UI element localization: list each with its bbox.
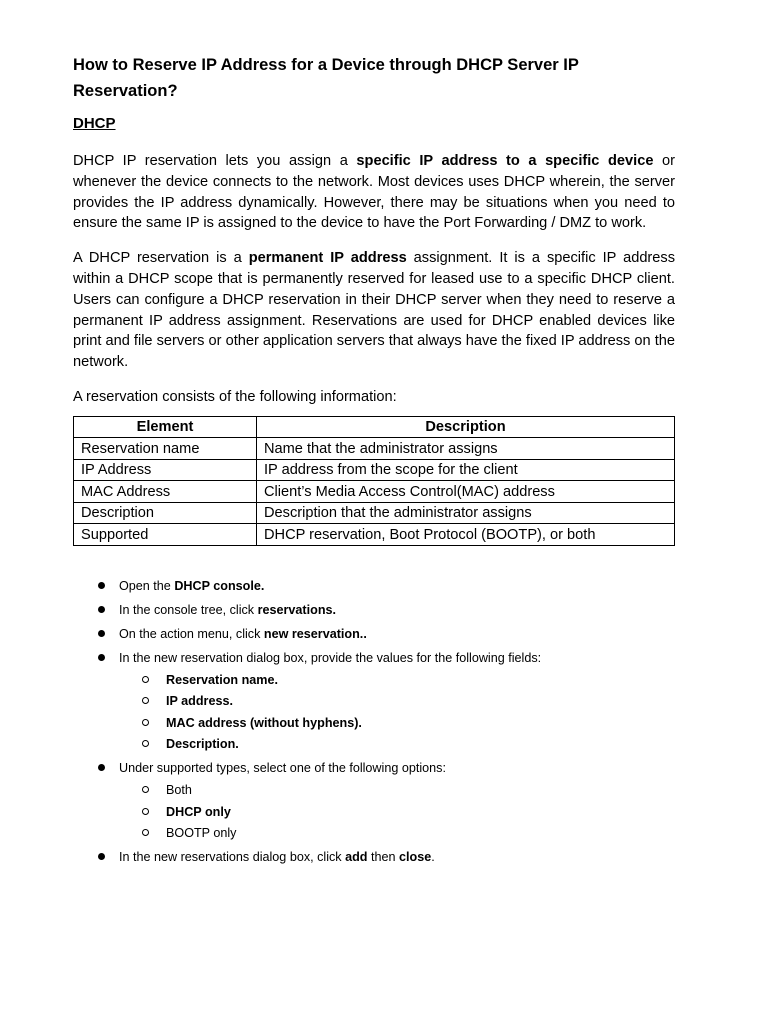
bullet-icon xyxy=(98,764,105,771)
paragraph-intro-text-c: or whenever the device connects to the network. Most devices uses DHCP wherein, the server provides the IP address dynamically. However, there may be situations when you need to ensure the same IP is assigned to the device to have the Port Forwarding / DMZ to work. xyxy=(73,153,675,232)
paragraph-intro-bold: specific IP address to a specific device xyxy=(356,153,654,169)
list-item xyxy=(141,693,675,709)
step-text: . xyxy=(363,626,367,641)
circle-bullet-icon xyxy=(142,786,149,793)
step-bold-text: reservations xyxy=(257,602,333,617)
table-cell-description: DHCP reservation, Boot Protocol (BOOTP), or both xyxy=(257,524,675,546)
table-cell-element: IP Address xyxy=(74,459,257,481)
step-text: On the action menu, click xyxy=(119,626,264,641)
field-name: IP address. xyxy=(166,694,233,709)
list-item xyxy=(98,849,675,865)
list-item xyxy=(141,782,675,798)
table-row xyxy=(74,502,675,524)
circle-bullet-icon xyxy=(142,808,149,815)
table-cell-description: Client’s Media Access Control(MAC) address xyxy=(257,481,675,503)
reservation-info-table xyxy=(73,416,675,546)
option-name: Both xyxy=(166,783,192,798)
circle-bullet-icon xyxy=(142,829,149,836)
table-cell-element: Supported xyxy=(74,524,257,546)
table-cell-element: Reservation name xyxy=(74,438,257,460)
table-cell-element: MAC Address xyxy=(74,481,257,503)
list-item xyxy=(141,804,675,820)
option-name: BOOTP only xyxy=(166,826,237,841)
step-bold-text: add xyxy=(345,850,368,865)
step-text: In the new reservation dialog box, provide the values for the following fields: xyxy=(119,650,542,665)
table-row xyxy=(74,459,675,481)
bullet-icon xyxy=(98,853,105,860)
field-name: Description. xyxy=(166,737,239,752)
step-text: . xyxy=(260,578,265,593)
list-item xyxy=(98,650,675,753)
step-text: . xyxy=(431,850,435,865)
list-item xyxy=(141,736,675,752)
circle-bullet-icon xyxy=(142,697,149,704)
table-row xyxy=(74,524,675,546)
table-header-description: Description xyxy=(257,416,675,438)
step-text: then xyxy=(367,850,400,865)
table-row xyxy=(74,438,675,460)
list-item xyxy=(98,760,675,841)
table-cell-description: IP address from the scope for the client xyxy=(257,459,675,481)
table-cell-description: Description that the administrator assigns xyxy=(257,502,675,524)
section-heading: DHCP xyxy=(73,115,116,132)
field-name: MAC address (without hyphens). xyxy=(166,715,362,730)
step-text: In the console tree, click xyxy=(119,602,258,617)
list-item xyxy=(98,578,675,594)
list-item xyxy=(141,715,675,731)
step-text: . xyxy=(332,602,337,617)
option-name: DHCP only xyxy=(166,804,231,819)
paragraph-definition-text-c: assignment. It is a specific IP address within a DHCP scope that is permanently reserved for leased use to a specific DHCP client. Users can configure a DHCP reservation in their DHCP server when they need to reserve a permanent IP address assignment. Reservations are used for DHCP enabled devices like print and file servers or other application servers that always have the fixed IP address on the network. xyxy=(73,250,676,371)
paragraph-intro xyxy=(73,151,675,234)
paragraph-definition-text-a: A DHCP reservation is a xyxy=(73,250,249,267)
circle-bullet-icon xyxy=(142,719,149,726)
step-text: In the new reservations dialog box, click xyxy=(119,850,346,865)
table-cell-description: Name that the administrator assigns xyxy=(257,438,675,460)
list-item xyxy=(141,672,675,688)
step-bold-text: DHCP console xyxy=(174,578,261,593)
steps-list xyxy=(73,578,675,866)
list-item xyxy=(98,602,675,618)
page-title: How to Reserve IP Address for a Device through DHCP Server IP Reservation? xyxy=(73,56,579,100)
paragraph-intro-text-a: DHCP IP reservation lets you assign a xyxy=(73,153,357,169)
list-item xyxy=(141,825,675,841)
options-sublist xyxy=(119,782,675,841)
table-header-element: Element xyxy=(74,416,257,438)
fields-sublist xyxy=(119,672,675,753)
table-cell-element: Description xyxy=(74,502,257,524)
table-header-row xyxy=(74,416,675,438)
paragraph-definition-bold: permanent IP address xyxy=(248,250,407,267)
bullet-icon xyxy=(98,606,105,613)
table-lead-text: A reservation consists of the following information: xyxy=(73,388,397,405)
step-text: Open the xyxy=(119,578,175,593)
step-bold-text: close xyxy=(399,850,432,865)
circle-bullet-icon xyxy=(142,676,149,683)
bullet-icon xyxy=(98,582,105,589)
step-bold-text: new reservation. xyxy=(263,626,364,641)
step-text: Under supported types, select one of the following options: xyxy=(119,761,446,776)
bullet-icon xyxy=(98,630,105,637)
bullet-icon xyxy=(98,654,105,661)
list-item xyxy=(98,626,675,642)
paragraph-definition xyxy=(73,248,675,373)
field-name: Reservation name. xyxy=(166,672,278,687)
circle-bullet-icon xyxy=(142,740,149,747)
table-row xyxy=(74,481,675,503)
